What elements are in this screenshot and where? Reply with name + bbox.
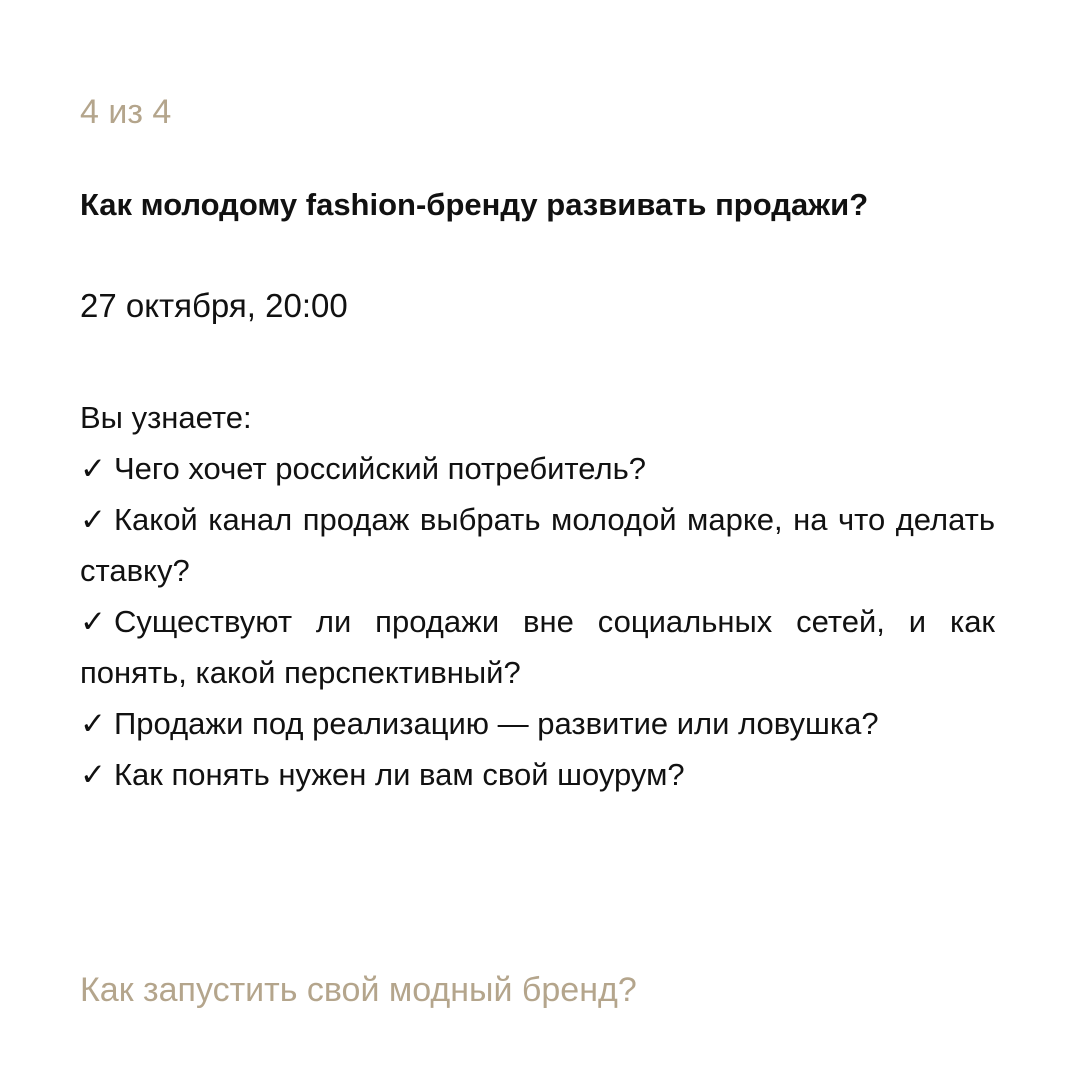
check-icon: ✓	[80, 706, 106, 741]
event-title: Как молодому fashion-бренду развивать продажи?	[80, 187, 869, 222]
list-item-text: Какой канал продаж выбрать молодой марке, на что делать ставку?	[80, 502, 995, 588]
list-item	[80, 596, 995, 698]
learn-list	[80, 443, 995, 800]
next-topic-link[interactable]: Как запустить свой модный бренд?	[80, 971, 637, 1009]
check-icon: ✓	[80, 757, 106, 792]
event-date: 27 октября, 20:00	[80, 287, 348, 324]
slide-counter: 4 из 4	[80, 93, 172, 131]
learn-heading: Вы узнаете:	[80, 400, 252, 435]
list-item-text: Чего хочет российский потребитель?	[113, 451, 646, 486]
list-item	[80, 698, 995, 749]
check-icon: ✓	[80, 604, 106, 639]
learn-section	[80, 392, 995, 800]
check-icon: ✓	[80, 502, 106, 537]
list-item	[80, 443, 995, 494]
list-item	[80, 494, 995, 596]
list-item-text: Продажи под реализацию — развитие или ловушка?	[113, 706, 879, 741]
check-icon: ✓	[80, 451, 106, 486]
list-item-text: Существуют ли продажи вне социальных сетей, и как понять, какой перспективный?	[80, 604, 995, 690]
list-item-text: Как понять нужен ли вам свой шоурум?	[113, 757, 685, 792]
list-item	[80, 749, 995, 800]
